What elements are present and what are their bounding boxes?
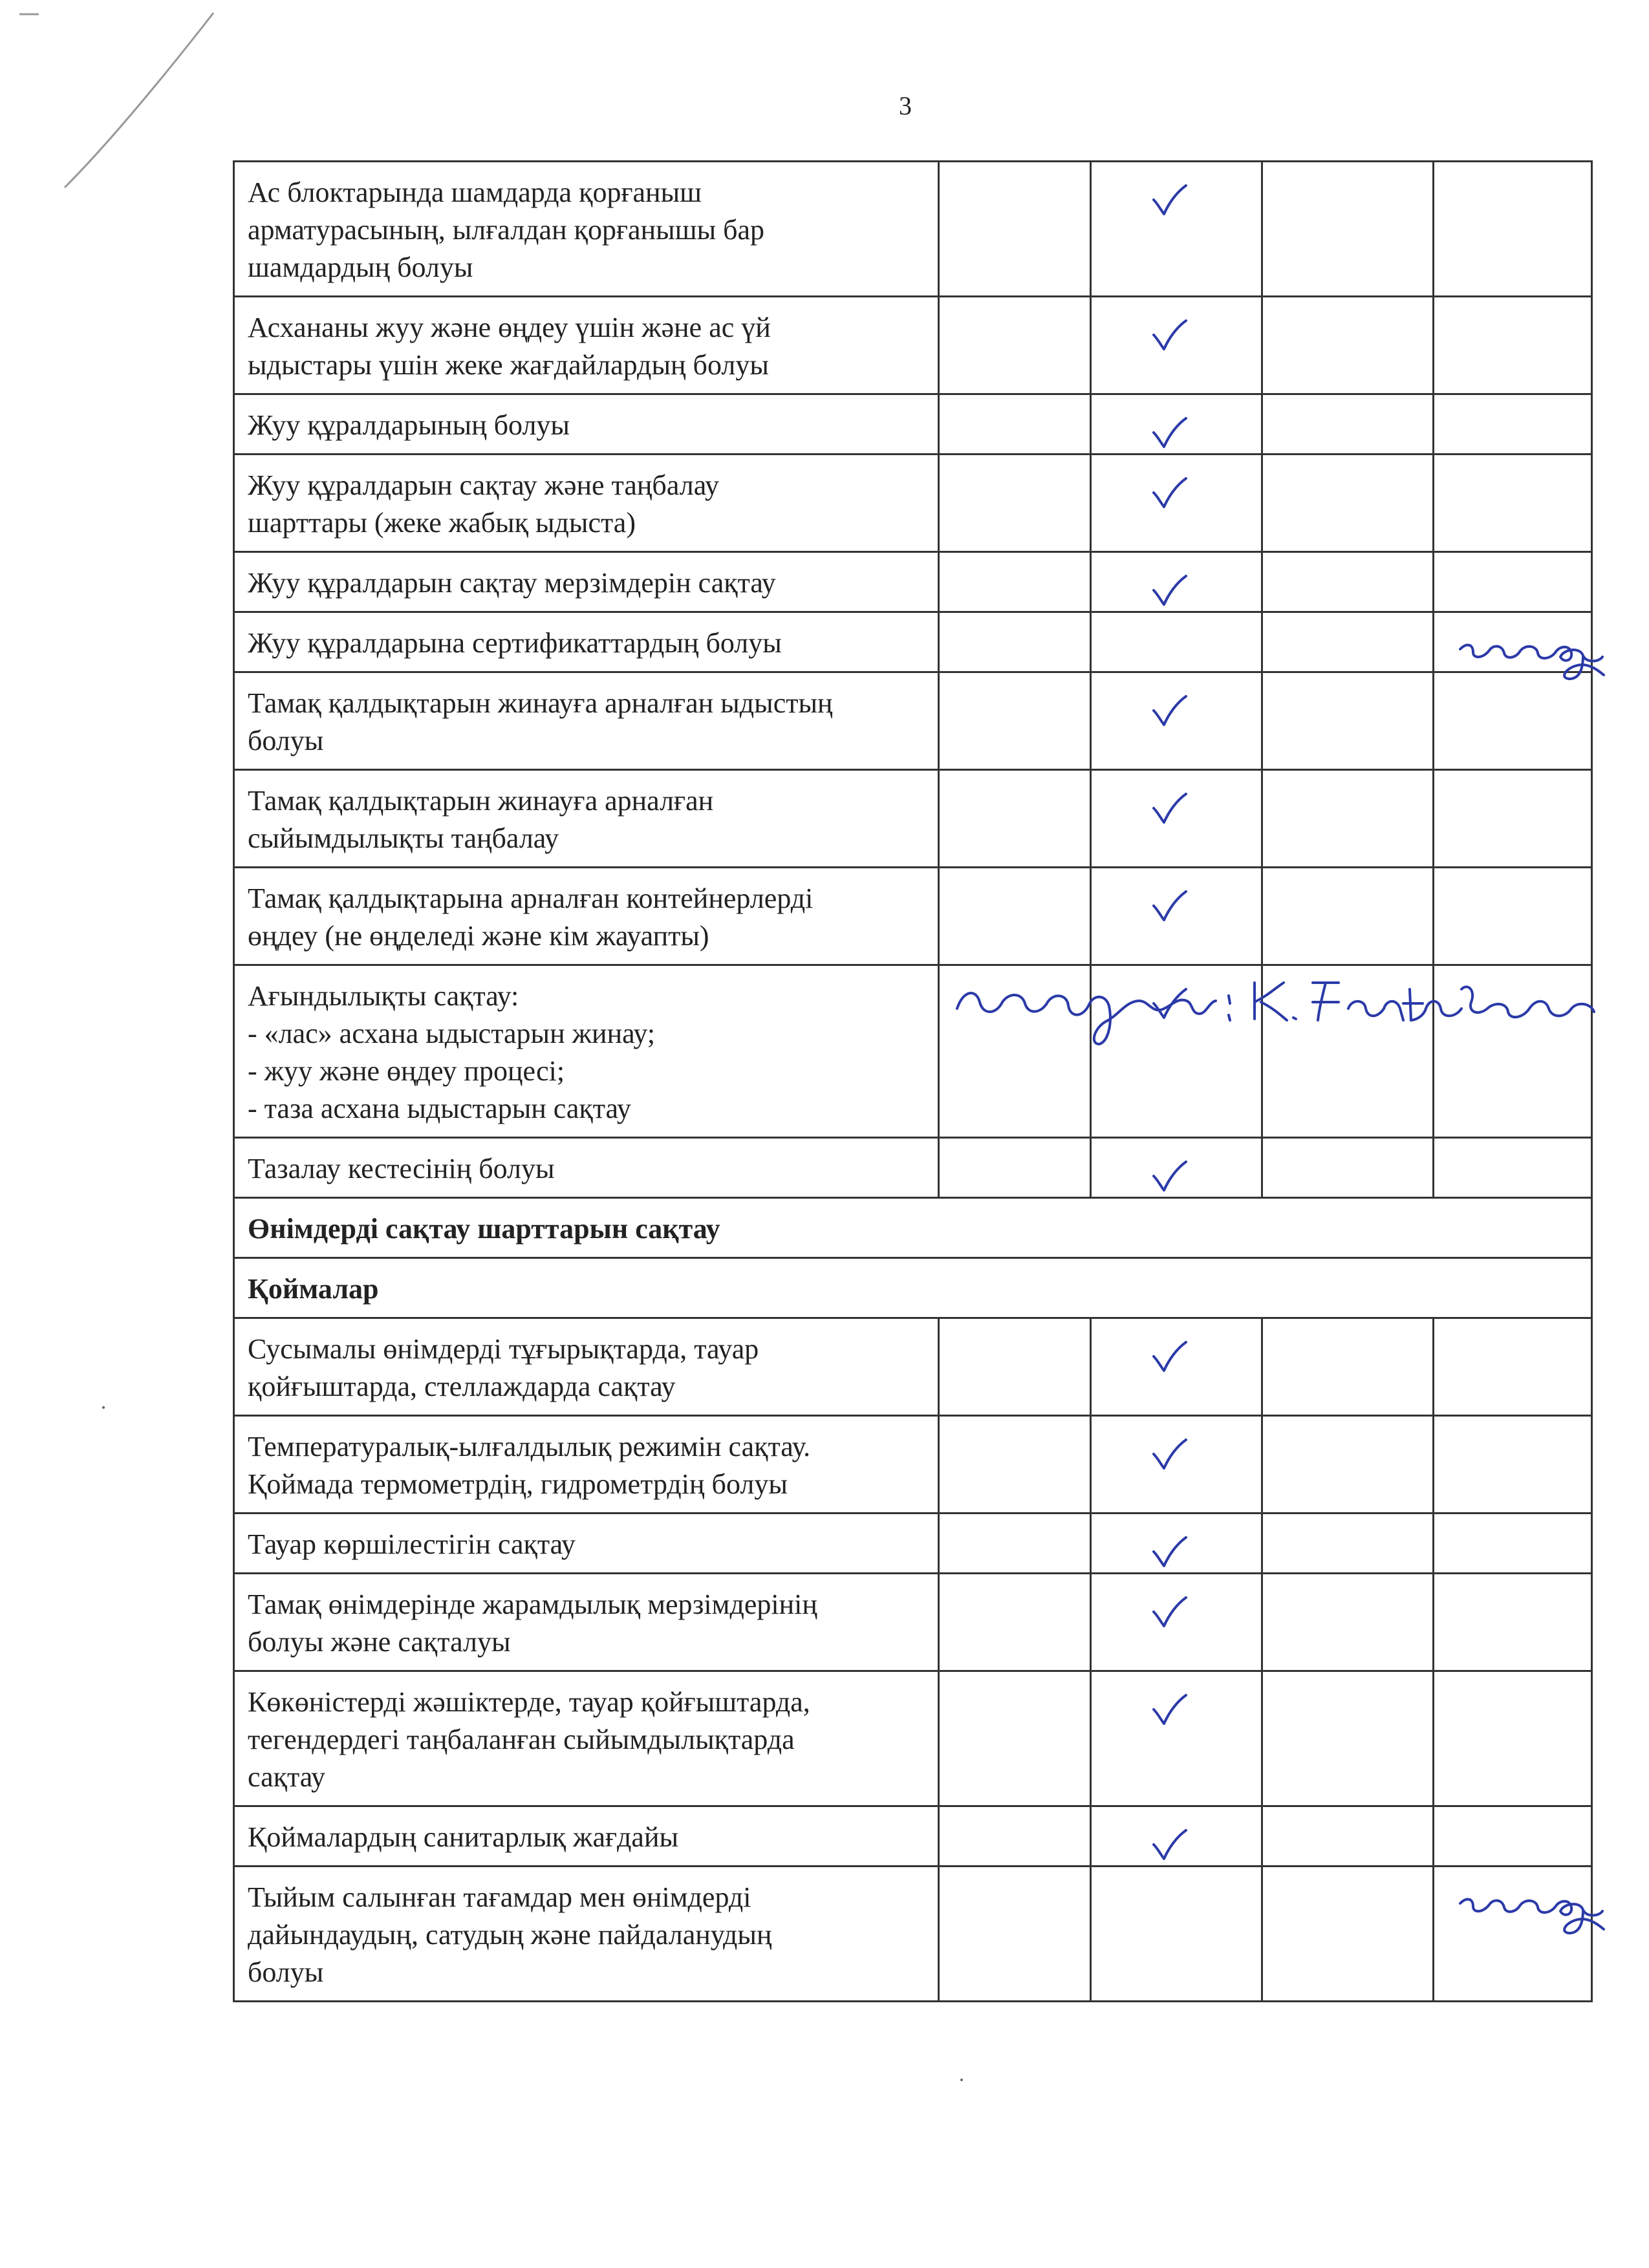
answer-cell-col-2 [1091,1318,1262,1416]
answer-cell-col-2 [1091,394,1262,455]
answer-cell-col-1 [939,1806,1091,1867]
answer-cell-col-4 [1434,770,1592,868]
check-mark-icon [1150,1437,1189,1472]
criterion-text: Тамақ қалдықтарын жинауға арналған ыдыстың болуы [234,672,939,770]
answer-cell-col-2 [1091,162,1262,297]
handwritten-no-text: жоқ [1454,1880,1460,1884]
answer-cell-col-3 [1262,162,1434,297]
checklist-row [234,297,1592,394]
answer-cell-col-4 [1434,297,1592,394]
criterion-text: Жуу құралдарын сақтау және таңбалау шарттары (жеке жабық ыдыста) [234,455,939,552]
check-mark-icon [1150,791,1189,826]
checklist-row [234,672,1592,770]
answer-cell-col-4 [1434,1671,1592,1806]
checklist-row [234,868,1592,965]
answer-cell-col-1 [939,1416,1091,1514]
answer-cell-col-3 [1262,770,1434,868]
answer-cell-col-2 [1091,1514,1262,1574]
answer-cell-col-4 [1434,1416,1592,1514]
answer-cell-col-1 [939,1138,1091,1198]
section-row [234,1198,1592,1258]
section-heading: Өнімдерді сақтау шарттарын сақтау [234,1198,1592,1258]
answer-cell-col-2 [1091,1574,1262,1671]
criterion-text: Жуу құралдарын сақтау мерзімдерін сақтау [234,552,939,612]
checklist-row [234,552,1592,612]
criterion-text: Ас блоктарында шамдарда қорғаныш арматурасының, ылғалдан қорғанышы бар шамдардың болуы [234,162,939,297]
checklist-row [234,1416,1592,1514]
scan-speck [960,2079,963,2081]
checklist-row [234,1867,1592,2002]
criterion-text: Ағындылықты сақтау: - «лас» асхана ыдыстарын жинау; - жуу және өңдеу процесі; - таза асхана ыдыстарын сақтау [234,965,939,1138]
checklist-row [234,1138,1592,1198]
handwritten-no-mark [1454,1878,1609,1936]
check-mark-icon [1150,318,1189,353]
answer-cell-col-3 [1262,1514,1434,1574]
answer-cell-col-3 [1262,297,1434,394]
checklist-row [234,612,1592,672]
criterion-text: Жуу құралдарының болуы [234,394,939,455]
answer-cell-col-3 [1262,394,1434,455]
answer-cell-col-1 [939,1318,1091,1416]
answer-cell-col-4 [1434,552,1592,612]
check-mark-icon [1150,1159,1189,1194]
checklist-row [234,162,1592,297]
answer-cell-col-1 [939,770,1091,868]
scan-speck [102,1406,105,1409]
answer-cell-col-1 [939,1867,1091,2002]
handwritten-no-text: жоқ [1454,626,1460,630]
answer-cell-col-2 [1091,1671,1262,1806]
answer-cell-col-3 [1262,672,1434,770]
answer-cell-col-3 [1262,1806,1434,1867]
answer-cell-col-3 [1262,552,1434,612]
checklist-row [234,455,1592,552]
answer-cell-col-2 [1091,672,1262,770]
answer-cell-col-4 [1434,1138,1592,1198]
answer-cell-col-2 [1091,1138,1262,1198]
criterion-text: Тауар көршілестігін сақтау [234,1514,939,1574]
check-mark-icon [1150,694,1189,729]
answer-cell-col-4 [1434,1806,1592,1867]
checklist-row [234,394,1592,455]
check-mark-icon [1150,889,1189,924]
criterion-text: Температуралық-ылғалдылық режимін сақтау. Қоймада термометрдің, гидрометрдің болуы [234,1416,939,1514]
checklist-row [234,1514,1592,1574]
answer-cell-col-2 [1091,297,1262,394]
criterion-text: Тамақ қалдықтарын жинауға арналған сыйымдылықты таңбалау [234,770,939,868]
answer-cell-col-1 [939,455,1091,552]
answer-cell-col-4 [1434,1867,1592,2002]
answer-cell-col-4 [1434,455,1592,552]
section-heading: Қоймалар [234,1258,1592,1318]
answer-cell-col-1 [939,612,1091,672]
answer-cell-col-2 [1091,1806,1262,1867]
answer-cell-col-1 [939,297,1091,394]
answer-cell-col-1 [939,1671,1091,1806]
answer-cell-col-2 [1091,770,1262,868]
answer-cell-col-3 [1262,1867,1434,2002]
checklist-row [234,1806,1592,1867]
answer-cell-col-3 [1262,612,1434,672]
criterion-text: Көкөністерді жәшіктерде, тауар қойғыштарда, тегендердегі таңбаланған сыйымдылықтарда сақтау [234,1671,939,1806]
checklist-row [234,1671,1592,1806]
inspection-checklist-table [233,160,1593,2002]
answer-cell-col-3 [1262,868,1434,965]
answer-cell-col-2 [1091,552,1262,612]
answer-cell-col-2 [1091,868,1262,965]
answer-cell-col-3 [1262,455,1434,552]
checklist-row [234,1574,1592,1671]
checklist-row [234,1318,1592,1416]
checklist-row [234,770,1592,868]
scan-edge-mark [0,0,233,220]
check-mark-icon [1150,416,1189,451]
answer-cell-col-1 [939,1514,1091,1574]
answer-cell-col-2 [1091,455,1262,552]
check-mark-icon [1150,1595,1189,1630]
answer-cell-col-3 [1262,1318,1434,1416]
page-number: 3 [899,91,912,120]
criterion-text: Жуу құралдарына сертификаттардың болуы [234,612,939,672]
criterion-text: Асхананы жуу және өңдеу үшін және ас үй ыдыстары үшін жеке жағдайлардың болуы [234,297,939,394]
criterion-text: Тазалау кестесінің болуы [234,1138,939,1198]
answer-cell-col-4 [1434,1574,1592,1671]
check-mark-icon [1150,183,1189,218]
responsible-person-signature-text: жауапты: К. Тахтибаева [951,965,1003,971]
answer-cell-col-4 [1434,612,1592,672]
answer-cell-col-3 [1262,1671,1434,1806]
criterion-text: Тыйым салынған тағамдар мен өнімдерді дайындаудың, сатудың және пайдаланудың болуы [234,1867,939,2002]
answer-cell-col-1 [939,868,1091,965]
answer-cell-col-4 [1434,1514,1592,1574]
answer-cell-col-4 [1434,868,1592,965]
answer-cell-col-2 [1091,1867,1262,2002]
answer-cell-col-4 [1434,394,1592,455]
answer-cell-col-1 [939,394,1091,455]
criterion-text: Тамақ қалдықтарына арналған контейнерлерді өңдеу (не өңделеді және кім жауапты) [234,868,939,965]
check-mark-icon [1150,1693,1189,1728]
answer-cell-col-4 [1434,1318,1592,1416]
check-mark-icon [1150,1340,1189,1375]
answer-cell-col-1 [939,552,1091,612]
section-row [234,1258,1592,1318]
check-mark-icon [1150,1535,1189,1570]
answer-cell-col-1 [939,162,1091,297]
answer-cell-col-1 [939,1574,1091,1671]
criterion-text: Тамақ өнімдерінде жарамдылық мерзімдерінің болуы және сақталуы [234,1574,939,1671]
criterion-text: Сусымалы өнімдерді тұғырықтарда, тауар қойғыштарда, стеллаждарда сақтау [234,1318,939,1416]
answer-cell-col-2 [1091,612,1262,672]
answer-cell-col-4 [1434,672,1592,770]
answer-cell-col-2 [1091,1416,1262,1514]
check-mark-icon [1150,573,1189,608]
answer-cell-col-3 [1262,1416,1434,1514]
responsible-person-signature [951,963,1597,1047]
check-mark-icon [1150,476,1189,511]
answer-cell-col-3 [1262,1574,1434,1671]
criterion-text: Қоймалардың санитарлық жағдайы [234,1806,939,1867]
answer-cell-col-3 [1262,1138,1434,1198]
answer-cell-col-1 [939,672,1091,770]
check-mark-icon [1150,1828,1189,1863]
answer-cell-col-4 [1434,162,1592,297]
